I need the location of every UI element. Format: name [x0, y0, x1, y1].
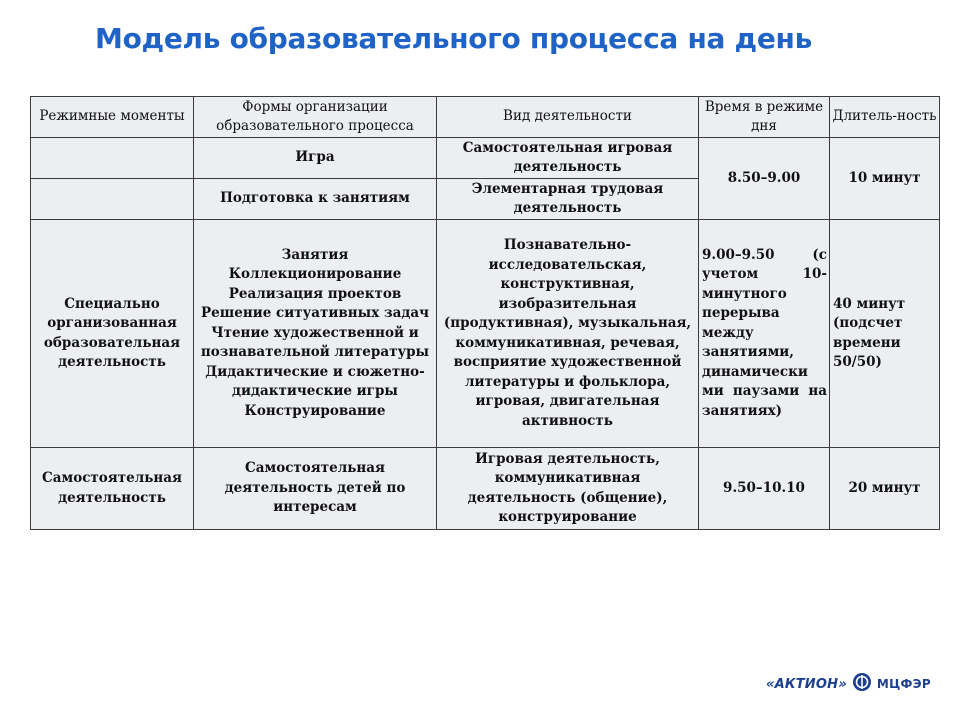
row3-activity-cell: Познавательно-исследовательская, конструктивная, изобразительная (продуктивная), музыкальная, коммуникативная, речевая, восприятие художественной литературы и фольклора, игровая, двигательная активность — [437, 220, 699, 448]
row2-activity-cell: Элементарная трудовая деятельность — [437, 179, 699, 220]
row1-duration-cell: 10 минут — [830, 138, 940, 220]
table-row — [31, 220, 940, 448]
logo-emblem-icon — [852, 672, 872, 696]
daily-model-table — [30, 96, 940, 530]
row2-form-cell: Подготовка к занятиям — [194, 179, 437, 220]
logo-sub-text: МЦФЭР — [876, 677, 931, 691]
header-duration: Длитель-ность — [830, 97, 940, 138]
row4-activity-cell: Игровая деятельность, коммуникативная деятельность (общение), конструирование — [437, 448, 699, 530]
header-regime-moments: Режимные моменты — [31, 97, 194, 138]
row4-form-cell: Самостоятельная деятельность детей по интересам — [194, 448, 437, 530]
header-organization-forms: Формы организации образовательного процесса — [194, 97, 437, 138]
page-title: Модель образовательного процесса на день — [95, 22, 812, 55]
row1-activity-cell: Самостоятельная игровая деятельность — [437, 138, 699, 179]
row1-time-cell: 8.50–9.00 — [699, 138, 830, 220]
aktion-logo — [766, 672, 931, 696]
row1-form-cell: Игра — [194, 138, 437, 179]
header-activity-type: Вид деятельности — [437, 97, 699, 138]
table-row — [31, 138, 940, 179]
logo-brand-text: «АКТИОН» — [766, 676, 847, 692]
row4-time-cell: 9.50–10.10 — [699, 448, 830, 530]
row2-moment-cell — [31, 179, 194, 220]
row3-duration-cell: 40 минут (подсчет времени 50/50) — [830, 220, 940, 448]
table-row — [31, 448, 940, 530]
table-header-row — [31, 97, 940, 138]
row3-time-cell: 9.00–9.50 (с учетом 10-минутного перерыва между занятиями, динамически ми паузами на занятиях) — [699, 220, 830, 448]
row4-duration-cell: 20 минут — [830, 448, 940, 530]
header-time-of-day: Время в режиме дня — [699, 97, 830, 138]
row3-forms-cell: Занятия Коллекционирование Реализация проектов Решение ситуативных задач Чтение художественной и познавательной литературы Дидактические и сюжетно-дидактические игры Конструирование — [194, 220, 437, 448]
row1-moment-cell — [31, 138, 194, 179]
row3-moment-cell: Специально организованная образовательная деятельность — [31, 220, 194, 448]
row4-moment-cell: Самостоятельная деятельность — [31, 448, 194, 530]
